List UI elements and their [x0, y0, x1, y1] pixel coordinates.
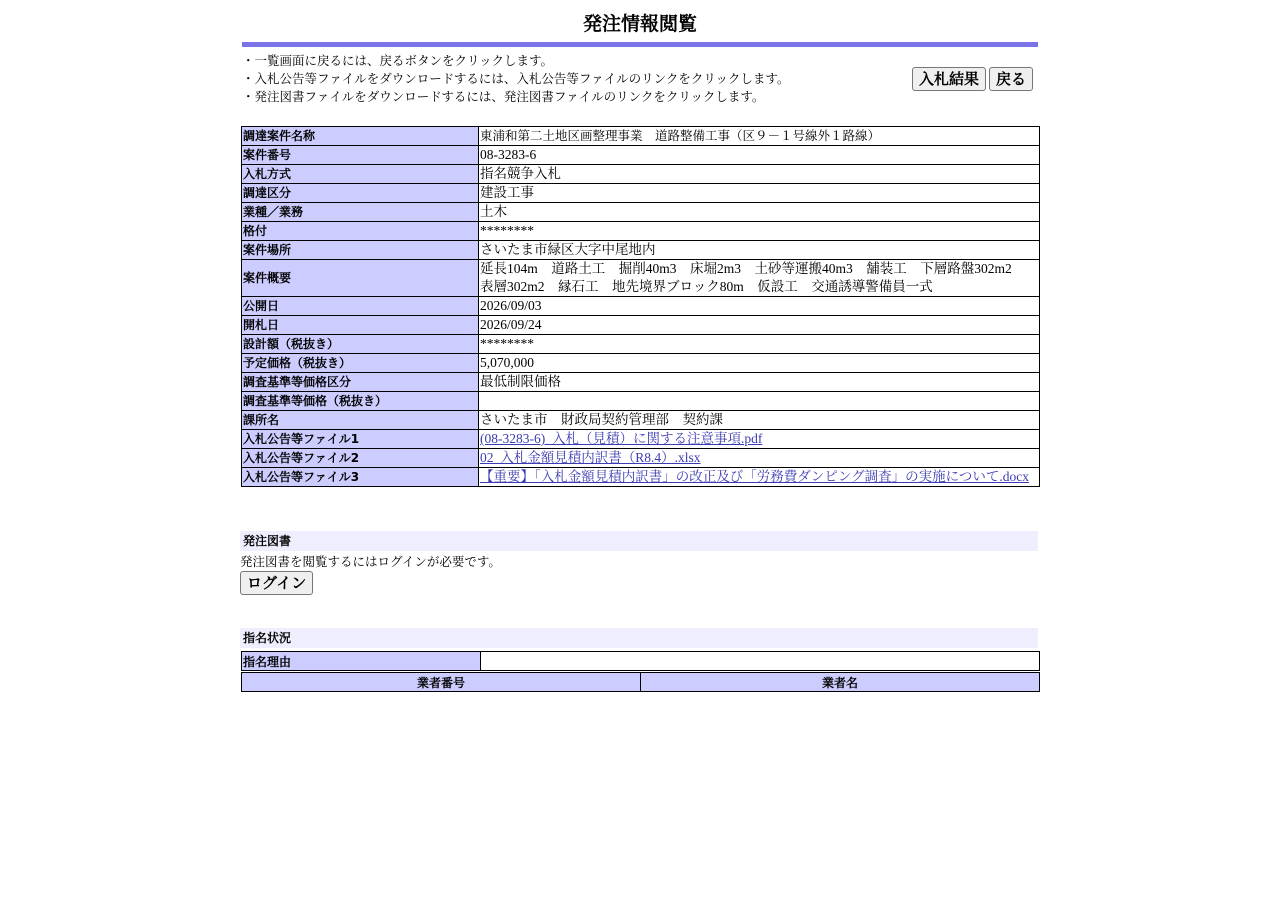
- page-title: 発注情報閲覧: [582, 13, 697, 35]
- row-label: 調査基準等価格区分: [242, 373, 479, 392]
- table-row: [242, 411, 1040, 430]
- table-row: [242, 335, 1040, 354]
- top-button-group: [912, 67, 1033, 91]
- table-row: [242, 260, 1040, 297]
- nomination-reason-value: [481, 652, 1040, 671]
- table-row: [242, 373, 1040, 392]
- instruction-line: ・一覧画面に戻るには、戻るボタンをクリックします。: [242, 53, 554, 68]
- table-row: [242, 392, 1040, 411]
- bid-notice-file-2-link[interactable]: 02_入札金額見積内訳書（R8.4）.xlsx: [480, 450, 701, 465]
- table-row: [242, 652, 1040, 671]
- project-name-value: 東浦和第二土地区画整理事業 道路整備工事（区９－１号線外１路線）: [479, 127, 1040, 146]
- vendor-table: [241, 672, 1040, 692]
- opening-date-value: 2026/09/24: [479, 316, 1040, 335]
- drawings-section-heading: 発注図書: [240, 531, 1038, 551]
- row-label: 入札公告等ファイル2: [242, 449, 479, 468]
- login-button[interactable]: ログイン: [240, 571, 313, 595]
- table-row: [242, 146, 1040, 165]
- standard-price-value: [479, 392, 1040, 411]
- table-row: [242, 449, 1040, 468]
- table-row: [242, 222, 1040, 241]
- table-row: [242, 241, 1040, 260]
- row-label: 調達区分: [242, 184, 479, 203]
- row-label: 案件概要: [242, 260, 479, 297]
- project-number-value: 08-3283-6: [479, 146, 1040, 165]
- industry-value: 土木: [479, 203, 1040, 222]
- file-1-cell: [479, 430, 1040, 449]
- planned-price-value: 5,070,000: [479, 354, 1040, 373]
- department-value: さいたま市 財政局契約管理部 契約課: [479, 411, 1040, 430]
- procurement-category-value: 建設工事: [479, 184, 1040, 203]
- bid-notice-file-3-link[interactable]: 【重要】「入札金額見積内訳書」の改正及び「労務費ダンピング調査」の実施について.docx: [480, 469, 1029, 484]
- nomination-reason-label: 指名理由: [242, 652, 481, 671]
- table-row: [242, 316, 1040, 335]
- procurement-info-table: [241, 126, 1040, 487]
- row-label: 入札公告等ファイル3: [242, 468, 479, 487]
- instruction-line: ・入札公告等ファイルをダウンロードするには、入札公告等ファイルのリンクをクリックします。: [242, 71, 790, 86]
- row-label: 格付: [242, 222, 479, 241]
- summary-value: 延長104m 道路土工 掘削40m3 床堀2m3 土砂等運搬40m3 舗装工 下層路盤302m2 表層302m2 縁石工 地先境界ブロック80m 仮設工 交通誘導警備員一式: [479, 260, 1040, 297]
- instructions: [242, 52, 902, 106]
- design-amount-value: ********: [479, 335, 1040, 354]
- location-value: さいたま市緑区大字中尾地内: [479, 241, 1040, 260]
- file-3-cell: [479, 468, 1040, 487]
- table-header-row: [242, 673, 1040, 692]
- bid-method-value: 指名競争入札: [479, 165, 1040, 184]
- nomination-reason-table: [241, 651, 1040, 671]
- row-label: 設計額（税抜き）: [242, 335, 479, 354]
- instruction-line: ・発注図書ファイルをダウンロードするには、発注図書ファイルのリンクをクリックします。: [242, 89, 765, 104]
- bid-notice-file-1-link[interactable]: (08-3283-6)_入札（見積）に関する注意事項.pdf: [480, 431, 763, 446]
- back-button[interactable]: 戻る: [989, 67, 1033, 91]
- table-row: [242, 203, 1040, 222]
- table-row: [242, 430, 1040, 449]
- row-label: 課所名: [242, 411, 479, 430]
- row-label: 開札日: [242, 316, 479, 335]
- vendor-number-header: 業者番号: [242, 673, 641, 692]
- row-label: 入札公告等ファイル1: [242, 430, 479, 449]
- publish-date-value: 2026/09/03: [479, 297, 1040, 316]
- table-row: [242, 297, 1040, 316]
- nomination-section-heading: 指名状況: [240, 628, 1038, 648]
- rating-value: ********: [479, 222, 1040, 241]
- login-required-message: 発注図書を閲覧するにはログインが必要です。: [240, 554, 501, 569]
- row-label: 予定価格（税抜き）: [242, 354, 479, 373]
- bid-result-button[interactable]: 入札結果: [912, 67, 986, 91]
- table-row: [242, 184, 1040, 203]
- table-row: [242, 165, 1040, 184]
- table-row: [242, 468, 1040, 487]
- price-category-value: 最低制限価格: [479, 373, 1040, 392]
- table-row: [242, 354, 1040, 373]
- row-label: 案件場所: [242, 241, 479, 260]
- vendor-name-header: 業者名: [641, 673, 1040, 692]
- row-label: 案件番号: [242, 146, 479, 165]
- table-row: [242, 127, 1040, 146]
- row-label: 業種／業務: [242, 203, 479, 222]
- title-divider: [242, 42, 1038, 47]
- row-label: 調査基準等価格（税抜き）: [242, 392, 479, 411]
- row-label: 入札方式: [242, 165, 479, 184]
- row-label: 調達案件名称: [242, 127, 479, 146]
- file-2-cell: [479, 449, 1040, 468]
- row-label: 公開日: [242, 297, 479, 316]
